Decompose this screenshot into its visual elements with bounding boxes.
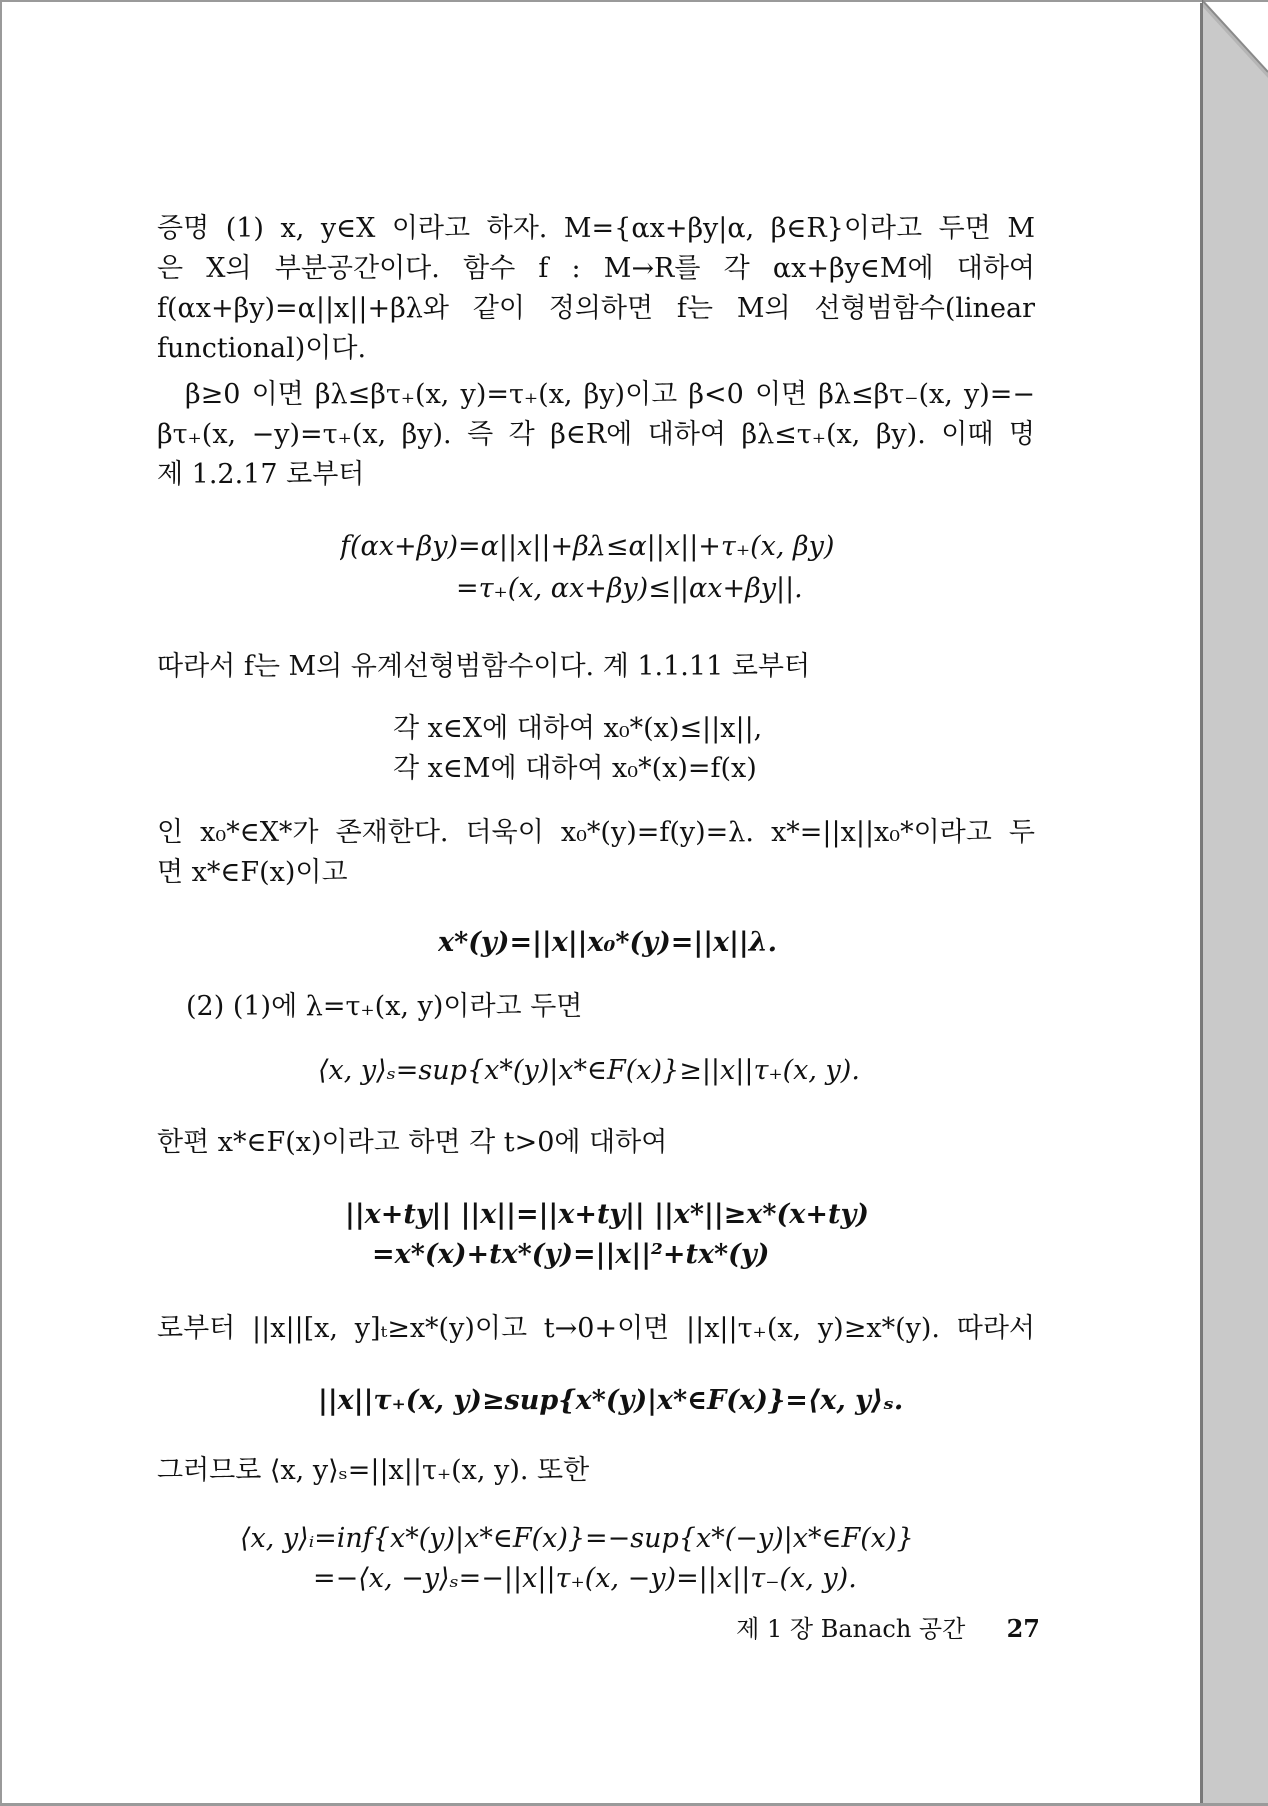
page-number: 27	[1006, 1614, 1040, 1643]
proof-line-2: 은 X의 부분공간이다. 함수 f : M→R를 각 αx+βy∈M에 대하여	[157, 253, 1035, 284]
proof-line-3: f(αx+βy)=α||x||+βλ와 같이 정의하면 f는 M의 선형범함수(linear	[157, 293, 1035, 324]
equation-7-line-1: ⟨x, y⟩ᵢ=inf{x*(y)|x*∈F(x)}=−sup{x*(−y)|x*∈F(x)}	[240, 1523, 914, 1554]
chapter-title: 제 1 장 Banach 공간	[736, 1615, 966, 1643]
equation-4: ⟨x, y⟩ₛ=sup{x*(y)|x*∈F(x)}≥||x||τ₊(x, y).	[318, 1055, 860, 1086]
proof-line-4: functional)이다.	[157, 333, 367, 364]
equation-2-line-1: 각 x∈X에 대하여 x₀*(x)≤||x||,	[393, 713, 763, 744]
page-footer	[600, 1612, 1040, 1646]
proof-line-7: 제 1.2.17 로부터	[157, 459, 365, 490]
equation-6: ||x||τ₊(x, y)≥sup{x*(y)|x*∈F(x)}=⟨x, y⟩ₛ.	[318, 1385, 904, 1416]
proof-line-1: 증명 (1) x, y∈X 이라고 하자. M={αx+βy|α, β∈R}이라고 두면 M	[157, 213, 1035, 244]
book-side-edge	[1202, 0, 1268, 1806]
proof-line-14: 그러므로 ⟨x, y⟩ₛ=||x||τ₊(x, y). 또한	[157, 1455, 590, 1486]
equation-1-line-2: =τ₊(x, αx+βy)≤||αx+βy||.	[456, 573, 803, 604]
proof-line-6: βτ₊(x, −y)=τ₊(x, βy). 즉 각 β∈R에 대하여 βλ≤τ₊(x, βy). 이때 명	[157, 419, 1035, 450]
equation-1-line-1: f(αx+βy)=α||x||+βλ≤α||x||+τ₊(x, βy)	[340, 531, 835, 562]
proof-line-5: β≥0 이면 βλ≤βτ₊(x, y)=τ₊(x, βy)이고 β<0 이면 βλ≤βτ₋(x, y)=−	[185, 379, 1035, 410]
frame-top	[0, 0, 1268, 2]
equation-7-line-2: =−⟨x, −y⟩ₛ=−||x||τ₊(x, −y)=||x||τ₋(x, y).	[313, 1563, 857, 1594]
proof-line-10: 면 x*∈F(x)이고	[157, 857, 348, 888]
equation-5-line-1: ||x+ty|| ||x||=||x+ty|| ||x*||≥x*(x+ty)	[345, 1199, 869, 1230]
proof-line-11: (2) (1)에 λ=τ₊(x, y)이라고 두면	[186, 991, 583, 1022]
proof-line-8: 따라서 f는 M의 유계선형범함수이다. 계 1.1.11 로부터	[157, 651, 811, 682]
equation-2-line-2: 각 x∈M에 대하여 x₀*(x)=f(x)	[393, 753, 757, 784]
equation-3: x*(y)=||x||x₀*(y)=||x||λ.	[438, 927, 778, 958]
frame-left	[0, 0, 2, 1806]
proof-line-9: 인 x₀*∈X*가 존재한다. 더욱이 x₀*(y)=f(y)=λ. x*=||x||x₀*이라고 두	[157, 817, 1035, 848]
proof-line-13: 로부터 ||x||[x, y]ₜ≥x*(y)이고 t→0+이면 ||x||τ₊(x, y)≥x*(y). 따라서	[157, 1313, 1035, 1344]
proof-line-12: 한편 x*∈F(x)이라고 하면 각 t>0에 대하여	[157, 1127, 668, 1158]
equation-5-line-2: =x*(x)+tx*(y)=||x||²+tx*(y)	[372, 1239, 770, 1270]
